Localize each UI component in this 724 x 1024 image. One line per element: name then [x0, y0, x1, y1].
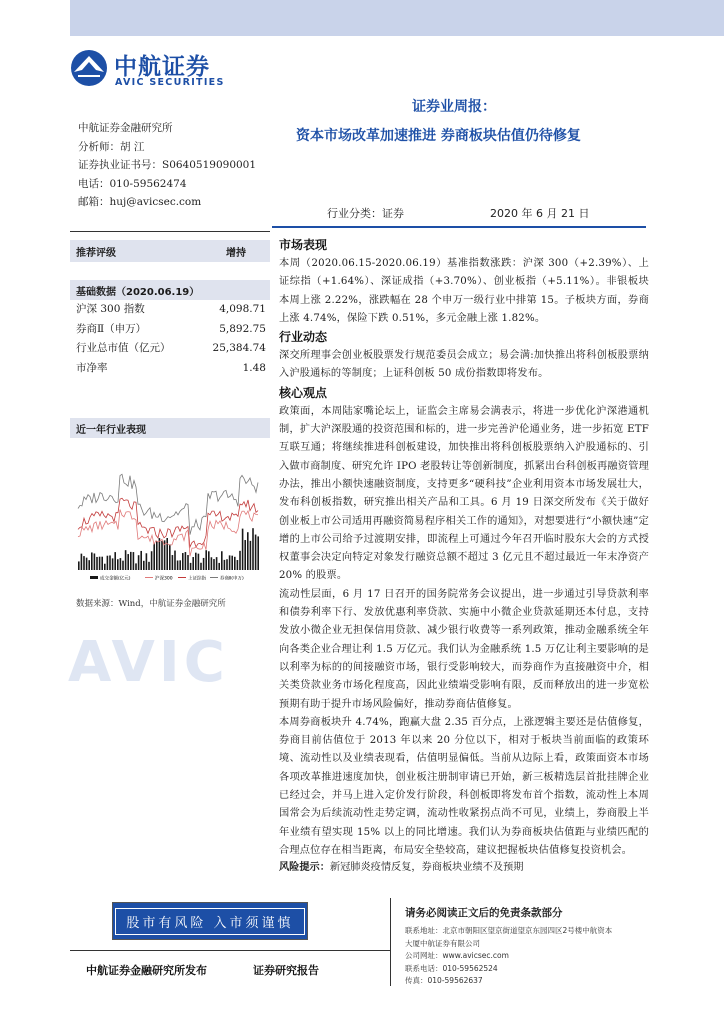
- stat-row: 券商Ⅱ（申万） 5,892.75: [76, 322, 266, 335]
- volume-bar: [122, 561, 124, 570]
- volume-bar: [182, 553, 184, 570]
- volume-bar: [127, 554, 129, 570]
- volume-bar: [179, 560, 181, 570]
- volume-bar: [221, 551, 223, 570]
- volume-bar: [169, 544, 171, 570]
- industry-performance-header: 近一年行业表现: [70, 418, 270, 438]
- volume-bar: [140, 551, 142, 570]
- volume-bar: [81, 554, 83, 570]
- volume-bar: [234, 557, 236, 570]
- paragraph-liquidity: 流动性层面，6 月 17 日召开的国务院常务会议提出，进一步通过引导贷款利率和债券利率下行、发放优惠利率贷款、实施中小微企业贷款延期还本付息，支持发放小微企业无担保信用贷款、减少银行收费等一系列政策，推动金融系统全年向各类企业合理让利 1.5 万亿元。我们认为金融系统 1.5 万亿让利主要影响的是以利率为标的的间接融资市场，银行受影响较大，而券商作为直接融资中介，相关类贷款业务市场化程度高，因此业绩端受影响有限，反而释放出的进一步宽松预期有助于提升市场风险偏好，推动券商估值修复。: [279, 588, 649, 710]
- footer-line: [70, 950, 390, 951]
- volume-bar: [78, 561, 80, 570]
- footer-report-type: 证券研究报告: [253, 964, 319, 977]
- section-heading-view: 核心观点: [279, 385, 328, 400]
- volume-bar: [143, 561, 145, 570]
- volume-bar: [213, 559, 215, 570]
- company-logo: [68, 46, 248, 92]
- logo-chinese-name: 中航证券: [114, 54, 210, 80]
- volume-bar: [117, 559, 119, 570]
- volume-bar: [205, 550, 207, 570]
- volume-bar: [255, 535, 257, 570]
- series-line-broker: [78, 474, 258, 534]
- volume-bar: [159, 538, 161, 570]
- sidebar: [70, 240, 270, 378]
- volume-bar: [120, 558, 122, 570]
- volume-bar: [101, 557, 103, 570]
- avic-logo-icon: [68, 48, 110, 88]
- volume-bar: [104, 564, 106, 570]
- disclaimer-note: 请务必阅读正文后的免责条款部分: [405, 907, 563, 919]
- paragraph-news: 深交所理事会创业板股票发行规范委员会成立；易会满:加快推出将科创板股票纳入沪股通标的等制度；上证科创板 50 成份指数即将发布。: [279, 350, 649, 380]
- paragraph-valuation: 本周券商板块升 4.74%，跑赢大盘 2.35 百分点，上涨逻辑主要还是估值修复，券商目前估值位于 2013 年以来 20 分位以下，相对于板块当前面临的政策环境、流动性以及业绩表现看，估值明显偏低。当前从边际上看，政策面资本市场各项改革推进速度加快，创业板注册制审请已开始，新三板精选层首批挂牌企业已经过会，并马上进入定价发行阶段，科创板即将发布首个指数，流动性上本周国常会为后续流动性走势定调，流动性收紧拐点尚不可见，业绩上，券商股上半年业绩有望实现 15% 以上的同比增速。我们认为券商板块估值距与业绩匹配的合理点位存在相当距离，布局安全垫较高，建议把握板块估值修复投资机会。: [279, 716, 649, 856]
- volume-bar: [203, 558, 205, 570]
- chart-source: 数据来源：Wind，中航证券金融研究所: [76, 599, 226, 609]
- industry-category: 行业分类：证券: [327, 207, 404, 220]
- volume-bar: [224, 560, 226, 570]
- legend-label: 沪深300: [155, 576, 173, 582]
- sidebar-divider: [70, 231, 270, 232]
- volume-bar: [146, 553, 148, 570]
- logo-english-name: AVIC SECURITIES: [115, 77, 225, 88]
- volume-bar: [177, 561, 179, 570]
- volume-bar: [185, 552, 187, 570]
- volume-bar: [174, 551, 176, 570]
- volume-bar: [133, 552, 135, 570]
- volume-bar: [190, 563, 192, 570]
- basic-data-header: 基础数据（2020.06.19）: [70, 280, 270, 300]
- volume-bar: [99, 557, 101, 570]
- volume-bars: [78, 528, 259, 570]
- volume-bar: [83, 556, 85, 570]
- risk-text: 新冠肺炎疫情反复，券商板块业绩不及预期: [329, 862, 524, 874]
- volume-bar: [195, 553, 197, 570]
- legend-label: 上证综指: [188, 576, 206, 582]
- contact-info: 联系地址：北京市朝阳区望京街道望京东园四区2号楼中航资本 大厦中航证券有限公司 公司网址：www.avicsec.com 联系电话：010-59562524 传真：010-59562637: [405, 926, 613, 985]
- risk-label: 风险提示：: [279, 862, 330, 874]
- volume-bar: [198, 554, 200, 570]
- volume-bar: [148, 562, 150, 570]
- volume-bar: [109, 555, 111, 570]
- volume-bar: [135, 563, 137, 570]
- footer-publisher: 中航证券金融研究所发布: [86, 964, 207, 977]
- volume-bar: [151, 551, 153, 570]
- institute: 中航证券金融研究所: [78, 122, 173, 134]
- volume-bar: [218, 563, 220, 570]
- volume-bar: [250, 541, 252, 570]
- footer-divider: [390, 898, 391, 986]
- volume-bar: [187, 555, 189, 570]
- volume-bar: [172, 555, 174, 570]
- section-heading-news: 行业动态: [279, 330, 328, 345]
- report-title-line2: 资本市场改革加速推进 券商板块估值仍待修复: [296, 128, 581, 144]
- volume-bar: [88, 560, 90, 570]
- rating-label: 推荐评级: [76, 247, 116, 259]
- rating-row: [70, 240, 270, 262]
- volume-bar: [125, 550, 127, 570]
- volume-bar: [138, 555, 140, 570]
- stat-row: 沪深 300 指数 4,098.71: [76, 303, 266, 315]
- volume-bar: [161, 541, 163, 570]
- phone: 电话：010-59562474: [78, 177, 187, 190]
- volume-bar: [200, 563, 202, 570]
- risk-slogan-box: [112, 902, 308, 940]
- volume-bar: [86, 558, 88, 570]
- stat-row: 市净率 1.48: [76, 361, 266, 374]
- stat-row: 行业总市值（亿元） 25,384.74: [76, 342, 266, 354]
- risk-warning: [279, 860, 649, 876]
- rating-value: 增持: [226, 247, 246, 259]
- volume-bar: [231, 556, 233, 570]
- volume-bar: [91, 552, 93, 570]
- volume-bar: [94, 553, 96, 570]
- volume-bar: [252, 528, 254, 570]
- volume-bar: [153, 544, 155, 570]
- volume-bar: [216, 557, 218, 570]
- legend-label: 成交金额(亿元): [100, 576, 131, 582]
- legend-label: 券商Ⅱ(申万): [220, 576, 244, 582]
- report-title-line1: 证券业周报：: [412, 99, 496, 115]
- volume-bar: [257, 536, 259, 570]
- volume-bar: [244, 540, 246, 570]
- volume-bar: [192, 557, 194, 570]
- volume-bar: [114, 552, 116, 570]
- volume-bar: [208, 551, 210, 570]
- report-date: 2020 年 6 月 21 日: [490, 207, 590, 220]
- chart-legend: [90, 575, 244, 582]
- volume-bar: [130, 552, 132, 570]
- volume-bar: [211, 557, 213, 570]
- license-number: 证券执业证书号：S0640519090001: [78, 159, 257, 171]
- volume-bar: [237, 560, 239, 570]
- volume-bar: [96, 557, 98, 570]
- volume-bar: [107, 556, 109, 570]
- email: 邮箱：huj@avicsec.com: [78, 196, 202, 208]
- volume-bar: [239, 551, 241, 570]
- main-content: [279, 236, 649, 876]
- header-divider: [272, 226, 646, 228]
- paragraph-policy: 政策面，本周陆家嘴论坛上，证监会主席易会满表示，将进一步优化沪深港通机制，扩大沪深股通的投资范围和标的，进一步完善沪伦通业务，进一步拓宽 ETF 互联互通；将继续推进科创板建设，加快推出将科创板股票纳入沪股通标的、引入做市商制度、研究允许 IPO 老股转让等创新制度，抓紧出台科创板再融资管理办法，推出小额快速融资制度，支持更多“硬科技”企业利用资本市场发展壮大，发布科创板指数，研究推出相关产品和工具。6 月 19 日深交所发布《关于做好创业板上市公司适用再融资简易程序相关工作的通知》，对想要进行“小额快速”定增的上市公司给予过渡期安排，即流程上可通过今年召开临时股东大会的方式授权董事会决定向特定对象发行融资总额不超过 3 亿元且不超过最近一年末净资产 20% 的股票。: [279, 405, 649, 582]
- risk-slogan: 股市有风险 入市须谨慎: [115, 908, 304, 935]
- volume-bar: [229, 555, 231, 570]
- volume-bar: [156, 541, 158, 570]
- industry-performance-chart: [70, 440, 270, 590]
- section-heading-market: 市场表现: [279, 238, 328, 252]
- volume-bar: [247, 532, 249, 570]
- volume-bar: [166, 538, 168, 570]
- analyst-info: [78, 119, 256, 212]
- volume-bar: [112, 558, 114, 570]
- volume-bar: [226, 559, 228, 570]
- volume-bar: [242, 529, 244, 570]
- paragraph-market: 本周（2020.06.15-2020.06.19）基准指数涨跌：沪深 300（+2.39%）、上证综指（+1.64%）、深证成指（+3.70%）、创业板指（+5.11%）。非银板块本周上涨 2.22%，涨跌幅在 28 个申万一级行业中排第 15。子板块方面，券商上涨 4.74%，保险下跌 0.51%，多元金融上涨 1.82%。: [279, 258, 649, 324]
- header-band: [70, 0, 724, 36]
- avic-watermark: AVIC: [68, 630, 229, 695]
- analyst-name: 分析师：胡 江: [78, 140, 145, 153]
